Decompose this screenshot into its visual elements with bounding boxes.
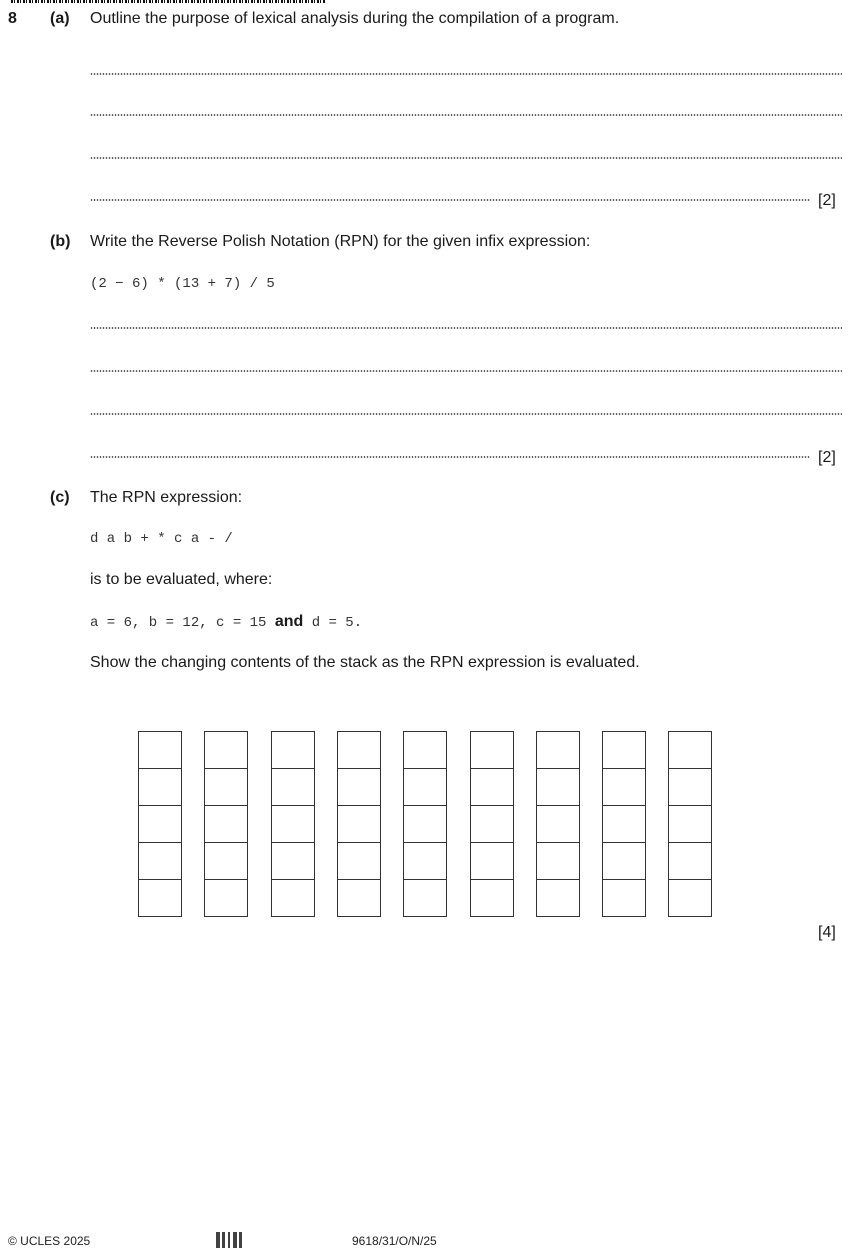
stack-cell[interactable] xyxy=(403,805,447,843)
stack-cell[interactable] xyxy=(204,731,248,769)
stack-cell[interactable] xyxy=(668,731,712,769)
part-c-marks: [4] xyxy=(818,924,836,941)
stack-cell[interactable] xyxy=(470,731,514,769)
stack-cell[interactable] xyxy=(470,768,514,806)
stack-cell[interactable] xyxy=(271,842,315,880)
stack-cell[interactable] xyxy=(138,805,182,843)
stack-cell[interactable] xyxy=(337,731,381,769)
stack-cell[interactable] xyxy=(668,842,712,880)
answer-line-a-3[interactable] xyxy=(90,157,842,159)
page-barcode xyxy=(11,0,326,3)
part-b-question-text: Write the Reverse Polish Notation (RPN) for the given infix expression: xyxy=(90,233,591,250)
stack-cell[interactable] xyxy=(470,879,514,917)
variable-values-and: and xyxy=(274,613,304,630)
part-b-marks: [2] xyxy=(818,449,836,466)
infix-expression: (2 − 6) * (13 + 7) / 5 xyxy=(90,276,275,292)
answer-line-b-4[interactable] xyxy=(90,456,810,458)
rpn-expression: d a b + * c a - / xyxy=(90,531,233,547)
part-c-question-text: The RPN expression: xyxy=(90,489,243,506)
stack-cell[interactable] xyxy=(602,731,646,769)
stack-cell[interactable] xyxy=(337,879,381,917)
stack-cell[interactable] xyxy=(470,842,514,880)
stack-cell[interactable] xyxy=(271,731,315,769)
stack-cell[interactable] xyxy=(337,805,381,843)
stack-cell[interactable] xyxy=(403,731,447,769)
variable-values-part1: a = 6, b = 12, c = 15 xyxy=(90,615,275,631)
stack-column-7 xyxy=(536,731,580,917)
evaluated-text: is to be evaluated, where: xyxy=(90,571,273,588)
stack-column-8 xyxy=(602,731,646,917)
answer-line-b-1[interactable] xyxy=(90,327,842,329)
footer-copyright: © UCLES 2025 xyxy=(8,1234,91,1248)
stack-cell[interactable] xyxy=(403,842,447,880)
part-b-label: (b) xyxy=(50,233,71,250)
stack-cell[interactable] xyxy=(337,768,381,806)
stack-cell[interactable] xyxy=(403,879,447,917)
stack-column-3 xyxy=(271,731,315,917)
stack-cell[interactable] xyxy=(271,879,315,917)
stack-cell[interactable] xyxy=(668,879,712,917)
stack-cell[interactable] xyxy=(271,805,315,843)
stack-cell[interactable] xyxy=(536,879,580,917)
stack-cell[interactable] xyxy=(337,842,381,880)
stack-cell[interactable] xyxy=(138,768,182,806)
question-number: 8 xyxy=(8,10,17,27)
answer-line-b-2[interactable] xyxy=(90,370,842,372)
stack-cell[interactable] xyxy=(138,879,182,917)
stack-cell[interactable] xyxy=(470,805,514,843)
stack-column-5 xyxy=(403,731,447,917)
part-c-label: (c) xyxy=(50,489,70,506)
stack-cell[interactable] xyxy=(138,731,182,769)
stack-cell[interactable] xyxy=(138,842,182,880)
stack-column-4 xyxy=(337,731,381,917)
stack-column-6 xyxy=(470,731,514,917)
footer-qr-code xyxy=(216,1232,242,1248)
answer-line-b-3[interactable] xyxy=(90,413,842,415)
stack-cell[interactable] xyxy=(536,731,580,769)
stack-cell[interactable] xyxy=(536,842,580,880)
footer-paper-code: 9618/31/O/N/25 xyxy=(352,1234,437,1248)
variable-values xyxy=(90,612,362,631)
stack-cell[interactable] xyxy=(536,805,580,843)
stack-cell[interactable] xyxy=(271,768,315,806)
part-a-marks: [2] xyxy=(818,192,836,209)
answer-line-a-1[interactable] xyxy=(90,73,842,75)
stack-cell[interactable] xyxy=(204,768,248,806)
stack-column-9 xyxy=(668,731,712,917)
answer-line-a-4[interactable] xyxy=(90,199,810,201)
variable-values-part2: d = 5. xyxy=(303,615,363,631)
stack-cell[interactable] xyxy=(602,842,646,880)
part-a-question-text: Outline the purpose of lexical analysis during the compilation of a program. xyxy=(90,10,620,27)
stack-instruction: Show the changing contents of the stack as the RPN expression is evaluated. xyxy=(90,654,640,671)
stack-cell[interactable] xyxy=(602,768,646,806)
stack-cell[interactable] xyxy=(668,768,712,806)
answer-line-a-2[interactable] xyxy=(90,114,842,116)
stack-cell[interactable] xyxy=(668,805,712,843)
stack-cell[interactable] xyxy=(602,879,646,917)
stack-cell[interactable] xyxy=(204,879,248,917)
part-a-label: (a) xyxy=(50,10,70,27)
stack-column-2 xyxy=(204,731,248,917)
stack-column-1 xyxy=(138,731,182,917)
stack-cell[interactable] xyxy=(602,805,646,843)
stack-cell[interactable] xyxy=(403,768,447,806)
stack-cell[interactable] xyxy=(204,805,248,843)
stack-cell[interactable] xyxy=(536,768,580,806)
stack-cell[interactable] xyxy=(204,842,248,880)
